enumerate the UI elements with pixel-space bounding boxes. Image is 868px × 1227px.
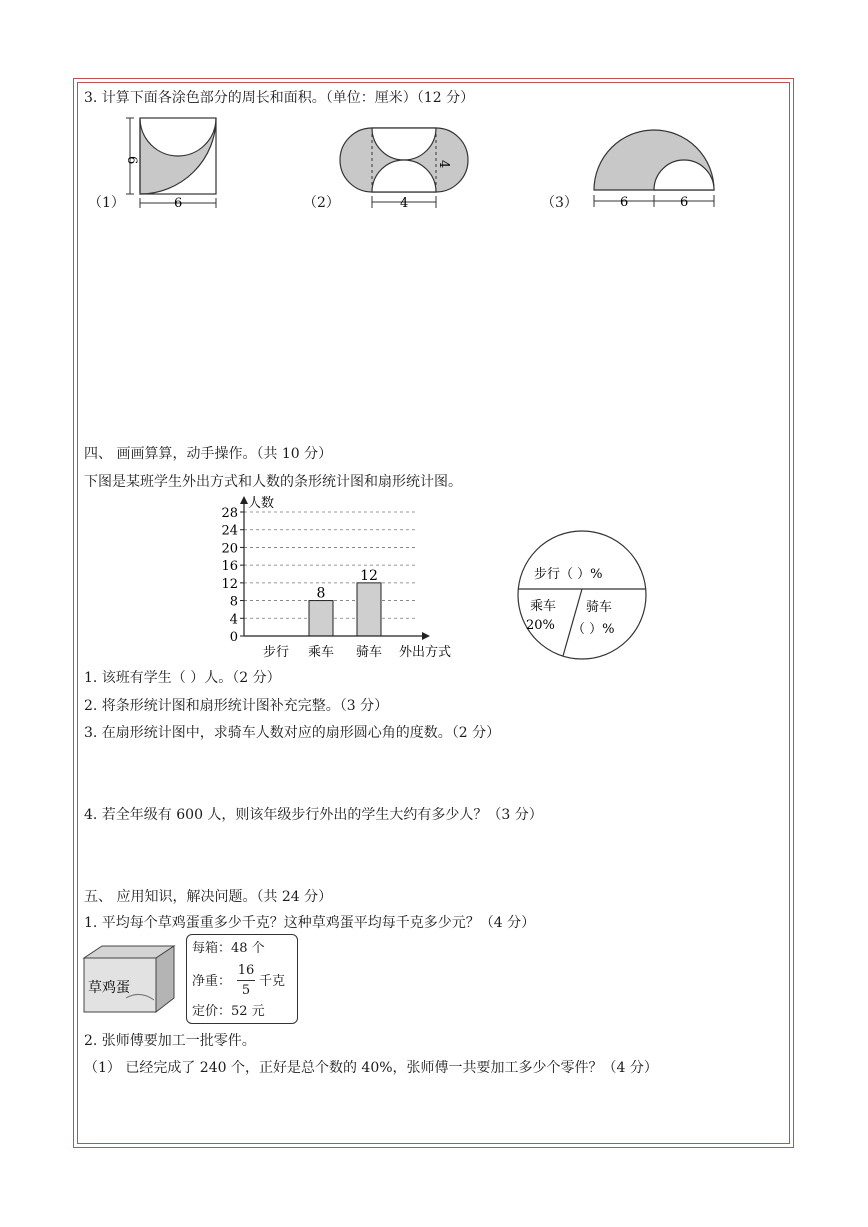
egg-info-weight-unit: 千克 <box>259 974 286 989</box>
pie-ride-value: 20% <box>526 618 555 633</box>
fig2-bottom-dim: 4 <box>400 196 409 211</box>
sec4-q2: 2. 将条形统计图和扇形统计图补充完整。（3 分） <box>84 698 389 714</box>
fraction-bar <box>237 980 255 981</box>
sec4-q4: 4. 若全年级有 600 人，则该年级步行外出的学生大约有多少人？（3 分） <box>84 807 543 823</box>
egg-info-weight-numerator: 16 <box>237 963 255 978</box>
y-tick-label: 8 <box>229 594 238 610</box>
egg-info-weight-prefix: 净重： <box>192 974 232 989</box>
fig3-label: （3） <box>541 195 578 211</box>
egg-info-per-box: 每箱：48 个 <box>192 941 265 956</box>
figure-2-stadium-shape <box>336 124 476 214</box>
sec4-q3: 3. 在扇形统计图中，求骑车人数对应的扇形圆心角的度数。（2 分） <box>84 725 501 741</box>
y-axis-label: 人数 <box>248 496 275 511</box>
egg-box-illustration <box>80 940 182 1020</box>
pie-bike-label: 骑车 <box>586 600 613 615</box>
bar-2 <box>357 583 381 636</box>
sec4-intro: 下图是某班学生外出方式和人数的条形统计图和扇形统计图。 <box>84 474 462 490</box>
y-axis-arrow <box>240 496 248 504</box>
egg-info-price: 定价：52 元 <box>192 1004 265 1019</box>
x-axis-arrow <box>422 632 430 640</box>
y-tick-label: 12 <box>221 576 238 592</box>
bar-data-label: 12 <box>360 567 378 584</box>
y-tick-label: 20 <box>221 541 238 557</box>
pie-outline <box>518 531 646 659</box>
bar-chart <box>200 494 480 664</box>
y-tick-label: 24 <box>221 523 238 539</box>
x-category-label: 乘车 <box>307 645 335 660</box>
fig3-right-dim: 6 <box>680 195 689 210</box>
fig2-label: （2） <box>303 195 340 211</box>
y-tick-label: 16 <box>221 559 238 575</box>
sec5-title: 五、 应用知识，解决问题。（共 24 分） <box>84 889 333 905</box>
sec5-q2-1: （1） 已经完成了 240 个，正好是总个数的 40%，张师傅一共要加工多少个零件？（4 分） <box>84 1060 658 1076</box>
y-tick-label: 4 <box>229 612 238 628</box>
x-category-label: 步行 <box>262 645 290 660</box>
pie-chart <box>512 525 652 665</box>
q3-title: 3. 计算下面各涂色部分的周长和面积。（单位：厘米）（12 分） <box>84 90 475 106</box>
y-tick-label: 28 <box>221 506 238 521</box>
figure-1-square-semicircle <box>118 114 226 212</box>
pie-bike-value: （ ）% <box>572 622 615 637</box>
sec4-q1: 1. 该班有学生（ ）人。（2 分） <box>84 670 281 686</box>
fig1-bottom-dim: 6 <box>174 196 183 211</box>
sec5-q1: 1. 平均每个草鸡蛋重多少千克？这种草鸡蛋平均每千克多少元？（4 分） <box>84 915 536 931</box>
fig3-left-dim: 6 <box>620 195 629 210</box>
fig1-side-dim: 6 <box>124 156 139 165</box>
pie-ride-label: 乘车 <box>530 599 557 614</box>
x-category-label: 骑车 <box>355 645 383 660</box>
sec5-q2: 2. 张师傅要加工一批零件。 <box>84 1033 256 1049</box>
fig1-label: （1） <box>88 195 125 211</box>
egg-info-weight-denominator: 5 <box>241 983 251 998</box>
fig2-side-dim: 4 <box>436 160 451 169</box>
pie-walk-label: 步行（ ）% <box>534 567 603 582</box>
egg-box-label: 草鸡蛋 <box>88 980 130 996</box>
bar-data-label: 8 <box>316 585 326 602</box>
figure-3-semicircles <box>590 120 720 214</box>
x-axis-label: 外出方式 <box>399 645 452 660</box>
bar-1 <box>309 601 333 636</box>
y-tick-label: 0 <box>229 630 238 645</box>
sec4-title: 四、 画画算算，动手操作。（共 10 分） <box>84 446 333 462</box>
